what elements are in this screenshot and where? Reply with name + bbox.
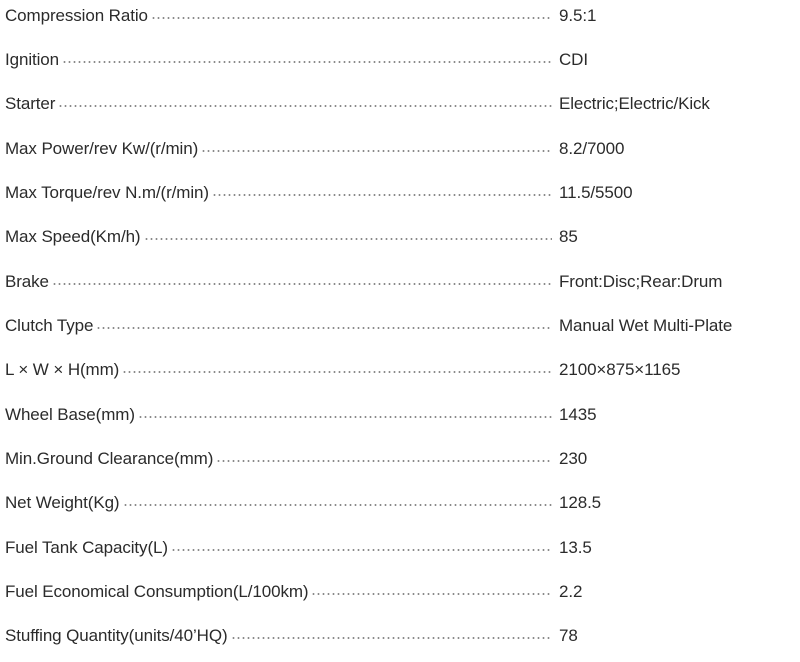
- spec-value: Front:Disc;Rear:Drum: [559, 272, 723, 291]
- spec-value: 9.5:1: [559, 6, 597, 25]
- spec-label: Clutch Type: [5, 316, 94, 335]
- spec-row-stuffing-quantity: [5, 623, 578, 649]
- spec-label: Brake: [5, 272, 49, 291]
- leader-dots: [171, 549, 552, 551]
- leader-dots: [96, 327, 552, 329]
- leader-dots: [151, 17, 552, 19]
- spec-value: Manual Wet Multi-Plate: [559, 316, 733, 335]
- spec-row-compression-ratio: [5, 3, 597, 29]
- spec-row-ignition: [5, 47, 588, 73]
- spec-row-wheel-base: [5, 402, 597, 428]
- leader-dots: [52, 283, 552, 285]
- spec-row-starter: [5, 91, 710, 117]
- spec-label: Compression Ratio: [5, 6, 148, 25]
- leader-dots: [62, 61, 552, 63]
- leader-dots: [144, 238, 553, 240]
- spec-value: 230: [559, 449, 588, 468]
- spec-label: Max Torque/rev N.m/(r/min): [5, 183, 209, 202]
- spec-row-max-speed: [5, 224, 578, 250]
- spec-value: Electric;Electric/Kick: [559, 94, 710, 113]
- spec-label: L × W × H(mm): [5, 360, 120, 379]
- spec-value: 78: [559, 626, 578, 645]
- spec-value: 2.2: [559, 582, 583, 601]
- spec-row-max-torque: [5, 180, 633, 206]
- spec-value: 8.2/7000: [559, 139, 625, 158]
- leader-dots: [122, 371, 552, 373]
- leader-dots: [231, 637, 552, 639]
- leader-dots: [138, 416, 552, 418]
- spec-row-max-power: [5, 136, 625, 162]
- leader-dots: [212, 194, 552, 196]
- spec-value: 128.5: [559, 493, 602, 512]
- spec-label: Max Speed(Km/h): [5, 227, 141, 246]
- leader-dots: [201, 150, 552, 152]
- spec-value: CDI: [559, 50, 588, 69]
- spec-label: Net Weight(Kg): [5, 493, 120, 512]
- spec-value: 85: [559, 227, 578, 246]
- spec-row-ground-clearance: [5, 446, 588, 472]
- spec-label: Fuel Tank Capacity(L): [5, 538, 168, 557]
- leader-dots: [311, 593, 552, 595]
- spec-label: Wheel Base(mm): [5, 405, 135, 424]
- spec-label: Min.Ground Clearance(mm): [5, 449, 214, 468]
- spec-label: Starter: [5, 94, 56, 113]
- spec-row-dimensions: [5, 357, 681, 383]
- spec-label: Stuffing Quantity(units/40’HQ): [5, 626, 228, 645]
- spec-row-clutch-type: [5, 313, 733, 339]
- spec-row-net-weight: [5, 490, 602, 516]
- spec-row-fuel-consumption: [5, 579, 583, 605]
- leader-dots: [123, 504, 553, 506]
- spec-value: 11.5/5500: [559, 183, 633, 202]
- spec-value: 1435: [559, 405, 597, 424]
- leader-dots: [58, 105, 552, 107]
- spec-value: 13.5: [559, 538, 592, 557]
- spec-label: Max Power/rev Kw/(r/min): [5, 139, 199, 158]
- leader-dots: [216, 460, 552, 462]
- spec-row-fuel-tank: [5, 535, 592, 561]
- spec-row-brake: [5, 269, 723, 295]
- spec-label: Fuel Economical Consumption(L/100km): [5, 582, 309, 601]
- spec-value: 2100×875×1165: [559, 360, 681, 379]
- spec-label: Ignition: [5, 50, 60, 69]
